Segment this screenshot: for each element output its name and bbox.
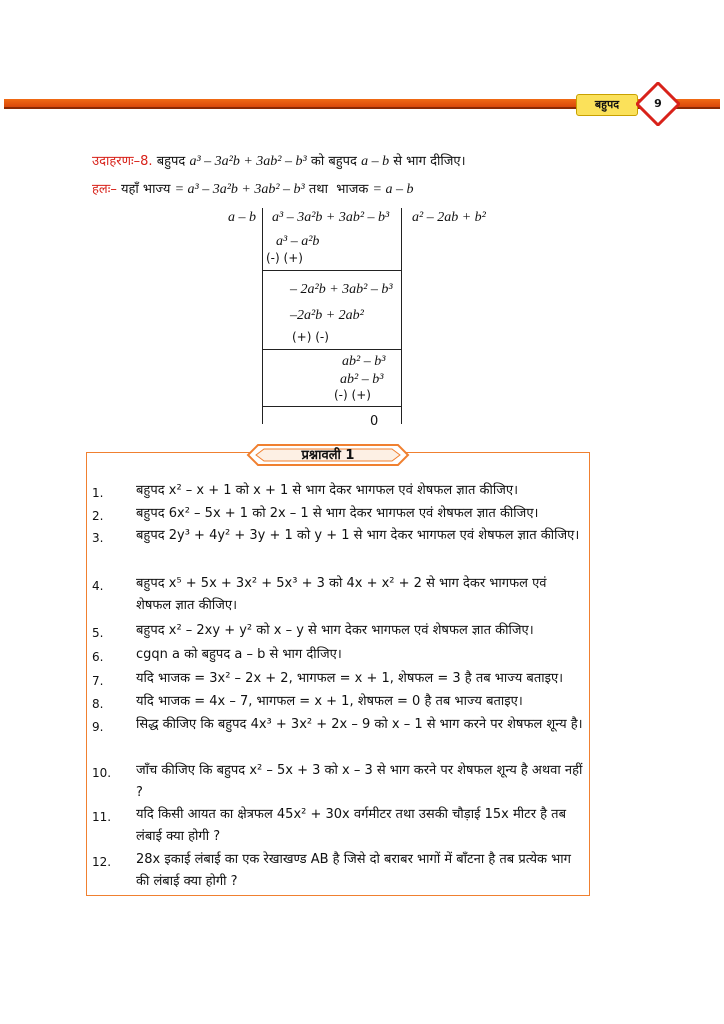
question-number: 5. (92, 626, 104, 640)
example-label: उदाहरणः–8. (92, 154, 153, 169)
question-number: 12. (92, 855, 112, 869)
division-step2-signs: (+) (-) (292, 330, 329, 344)
division-right-rule (401, 208, 402, 424)
example-poly: a³ – 3a²b + 3ab² – b³ (189, 154, 307, 169)
question-number: 4. (92, 579, 104, 593)
question-text: बहुपद x² – x + 1 को x + 1 से भाग देकर भागफल एवं शेषफल ज्ञात कीजिए। (136, 483, 519, 498)
division-rule-1 (262, 270, 402, 271)
division-step1-sub: a³ – a²b (276, 234, 320, 249)
division-dividend: a³ – 3a²b + 3ab² – b³ (272, 210, 390, 225)
question-number: 8. (92, 697, 104, 711)
question-text: बहुपद 2y³ + 4y² + 3y + 1 को y + 1 से भाग देकर भागफल एवं शेषफल ज्ञात कीजिए। (136, 528, 580, 543)
solution-text-c: भाजक (336, 182, 369, 197)
example-text-c: से भाग दीजिए। (393, 154, 466, 169)
division-step3-remainder: ab² – b³ (342, 354, 386, 369)
question-number: 2. (92, 509, 104, 523)
example-divisor: a – b (361, 154, 390, 169)
question-number: 11. (92, 810, 112, 824)
question-number: 7. (92, 674, 104, 688)
page-number: 9 (654, 97, 662, 110)
question-number: 10. (92, 766, 112, 780)
solution-dividend: = a³ – 3a²b + 3ab² – b³ (174, 182, 305, 197)
division-quotient: a² – 2ab + b² (412, 210, 486, 225)
exercise-title: प्रश्नावली 1 (301, 448, 355, 463)
question-text: यदि भाजक = 4x – 7, भागफल = x + 1, शेषफल = 0 है तब भाज्य बताइए। (136, 694, 523, 709)
question-number: 3. (92, 531, 104, 545)
question-text: यदि भाजक = 3x² – 2x + 2, भागफल = x + 1, शेषफल = 3 है तब भाज्य बताइए। (136, 671, 564, 686)
division-step1-signs: (-) (+) (266, 251, 303, 265)
question-text: cgqn a को बहुपद a – b से भाग दीजिए। (136, 647, 342, 662)
division-step2-remainder: – 2a²b + 3ab² – b³ (290, 282, 393, 297)
question-number: 6. (92, 650, 104, 664)
solution-divisor: = a – b (372, 182, 414, 197)
question-number: 1. (92, 486, 104, 500)
question-text: 28x इकाई लंबाई का एक रेखाखण्ड AB है जिसे दो बराबर भागों में बाँटना है तब प्रत्येक भाग की लंबाई क्या होगी ? (136, 852, 571, 889)
question-text: बहुपद 6x² – 5x + 1 को 2x – 1 से भाग देकर भागफल एवं शेषफल ज्ञात कीजिए। (136, 506, 539, 521)
question-text: बहुपद x² – 2xy + y² को x – y से भाग देकर भागफल एवं शेषफल ज्ञात कीजिए। (136, 623, 534, 638)
question-text: बहुपद x⁵ + 5x + 3x² + 5x³ + 3 को 4x + x² + 2 से भाग देकर भागफल एवं शेषफल ज्ञात कीजिए। (136, 576, 547, 613)
example-text-b: को बहुपद (310, 154, 357, 169)
division-rule-3 (262, 406, 402, 407)
question-text: जाँच कीजिए कि बहुपद x² – 5x + 3 को x – 3 से भाग करने पर शेषफल शून्य है अथवा नहीं ? (136, 763, 583, 800)
solution-text-b: तथा (308, 182, 328, 197)
solution-line (92, 179, 413, 198)
division-step3-sub: ab² – b³ (340, 372, 384, 387)
chapter-tab: बहुपद (576, 94, 638, 116)
division-step2-sub: –2a²b + 2ab² (290, 308, 364, 323)
question-number: 9. (92, 720, 104, 734)
division-left-rule (262, 208, 263, 424)
example-line (92, 151, 466, 170)
solution-label: हलः– (92, 182, 117, 197)
division-divisor: a – b (228, 210, 256, 225)
solution-text-a: यहाँ भाज्य (120, 182, 171, 197)
division-final-remainder: 0 (370, 414, 379, 429)
question-text: यदि किसी आयत का क्षेत्रफल 45x² + 30x वर्गमीटर तथा उसकी चौड़ाई 15x मीटर है तब लंबाई क्या होगी ? (136, 807, 567, 844)
division-rule-2 (262, 349, 402, 350)
division-step3-signs: (-) (+) (334, 388, 371, 402)
question-text: सिद्ध कीजिए कि बहुपद 4x³ + 3x² + 2x – 9 को x – 1 से भाग करने पर शेषफल शून्य है। (136, 717, 583, 732)
example-text-a: बहुपद (156, 154, 186, 169)
